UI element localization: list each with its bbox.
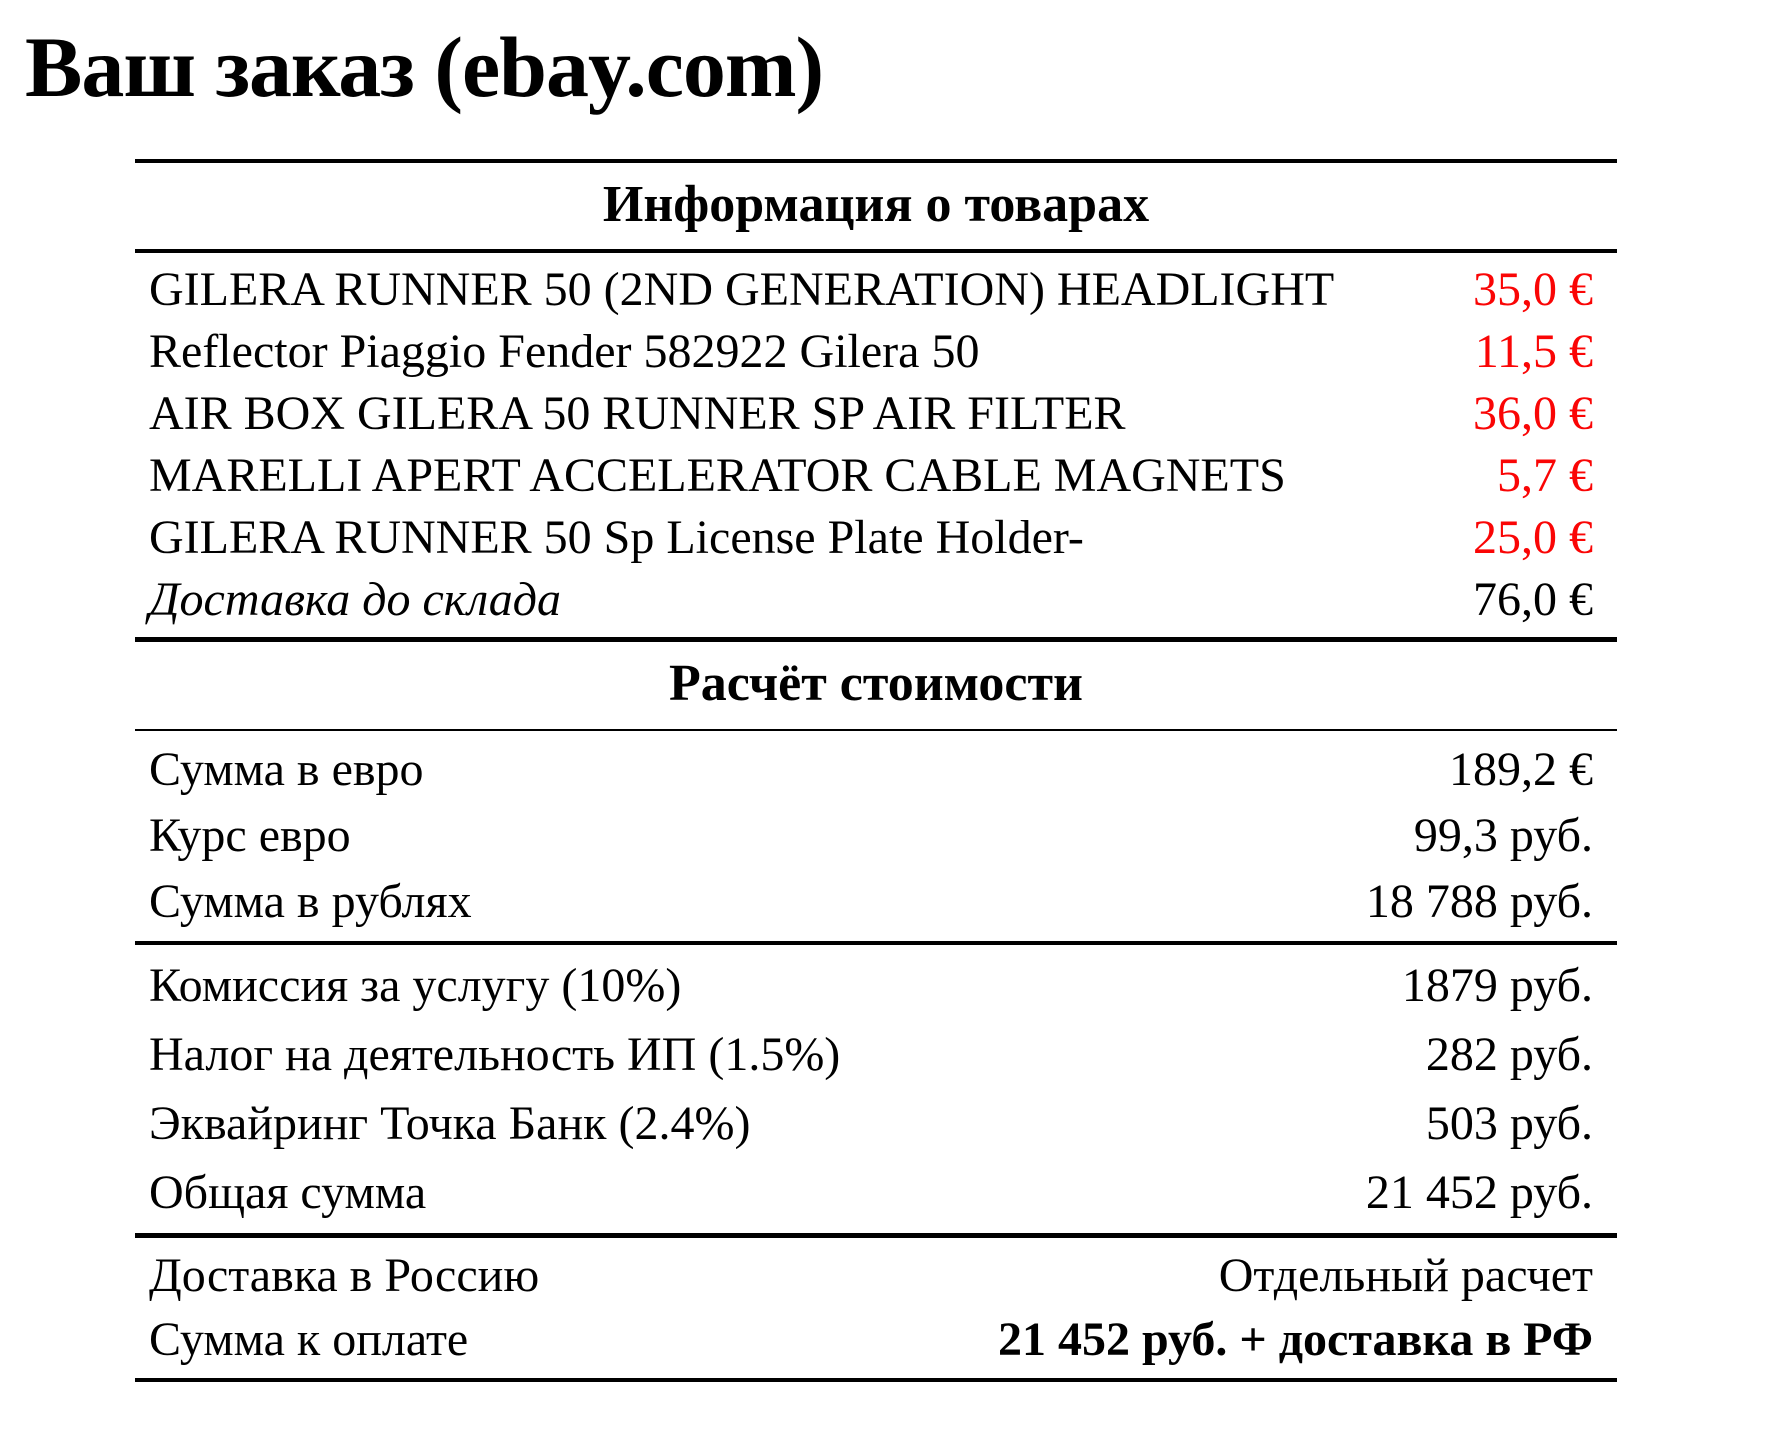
product-price: 11,5 € bbox=[1474, 325, 1593, 379]
cost-label: Сумма в рублях bbox=[149, 874, 472, 928]
product-row bbox=[135, 321, 1617, 383]
cost-row bbox=[135, 803, 1617, 869]
cost-row bbox=[135, 869, 1617, 935]
product-name: AIR BOX GILERA 50 RUNNER SP AIR FILTER bbox=[149, 387, 1126, 441]
cost-label: Налог на деятельность ИП (1.5%) bbox=[149, 1027, 841, 1081]
cost-row-grand-total bbox=[135, 1158, 1617, 1227]
product-price: 36,0 € bbox=[1473, 387, 1593, 441]
costs-totals-eur bbox=[135, 731, 1617, 941]
cost-label: Доставка в Россию bbox=[149, 1248, 540, 1302]
order-table bbox=[135, 159, 1617, 1381]
cost-label: Курс евро bbox=[149, 808, 351, 862]
cost-value: 18 788 руб. bbox=[1365, 874, 1593, 928]
cost-value: 99,3 руб. bbox=[1413, 808, 1593, 862]
product-row-warehouse-shipping bbox=[135, 569, 1617, 631]
cost-label: Комиссия за услугу (10%) bbox=[149, 958, 682, 1012]
costs-final bbox=[135, 1238, 1617, 1378]
cost-row bbox=[135, 1020, 1617, 1089]
product-name: MARELLI APERT ACCELERATOR CABLE MAGNETS bbox=[149, 449, 1286, 503]
cost-row bbox=[135, 951, 1617, 1020]
cost-row-russia-shipping bbox=[135, 1244, 1617, 1308]
section-header-products: Информация о товарах bbox=[602, 176, 1150, 234]
cost-row-amount-due bbox=[135, 1308, 1617, 1372]
cost-value: 1879 руб. bbox=[1401, 958, 1593, 1012]
product-row bbox=[135, 445, 1617, 507]
section-header-costs: Расчёт стоимости bbox=[669, 655, 1083, 713]
cost-value: 503 руб. bbox=[1425, 1096, 1593, 1150]
product-row bbox=[135, 383, 1617, 445]
cost-value: 189,2 € bbox=[1449, 742, 1593, 796]
cost-value: 21 452 руб. bbox=[1365, 1165, 1593, 1219]
product-price: 35,0 € bbox=[1473, 263, 1593, 317]
cost-label: Общая сумма bbox=[149, 1165, 427, 1219]
cost-label: Эквайринг Точка Банк (2.4%) bbox=[149, 1096, 751, 1150]
divider-bottom bbox=[135, 1378, 1617, 1382]
product-price: 5,7 € bbox=[1497, 449, 1593, 503]
product-name: Доставка до склада bbox=[149, 573, 561, 627]
cost-value: 282 руб. bbox=[1425, 1027, 1593, 1081]
product-name: GILERA RUNNER 50 Sp License Plate Holder- bbox=[149, 511, 1084, 565]
products-list bbox=[135, 253, 1617, 637]
product-name: GILERA RUNNER 50 (2ND GENERATION) HEADLIGHT bbox=[149, 263, 1335, 317]
cost-label: Сумма в евро bbox=[149, 742, 424, 796]
page-title: Ваш заказ (ebay.com) bbox=[25, 19, 824, 115]
cost-value: Отдельный расчет bbox=[1218, 1248, 1593, 1302]
cost-value-amount-due: 21 452 руб. + доставка в РФ bbox=[997, 1312, 1593, 1366]
product-row bbox=[135, 507, 1617, 569]
cost-label: Сумма к оплате bbox=[149, 1312, 469, 1366]
product-price: 76,0 € bbox=[1473, 573, 1593, 627]
product-row bbox=[135, 259, 1617, 321]
product-price: 25,0 € bbox=[1473, 511, 1593, 565]
cost-row bbox=[135, 737, 1617, 803]
cost-row bbox=[135, 1089, 1617, 1158]
costs-fees bbox=[135, 945, 1617, 1233]
product-name: Reflector Piaggio Fender 582922 Gilera 50 bbox=[149, 325, 980, 379]
